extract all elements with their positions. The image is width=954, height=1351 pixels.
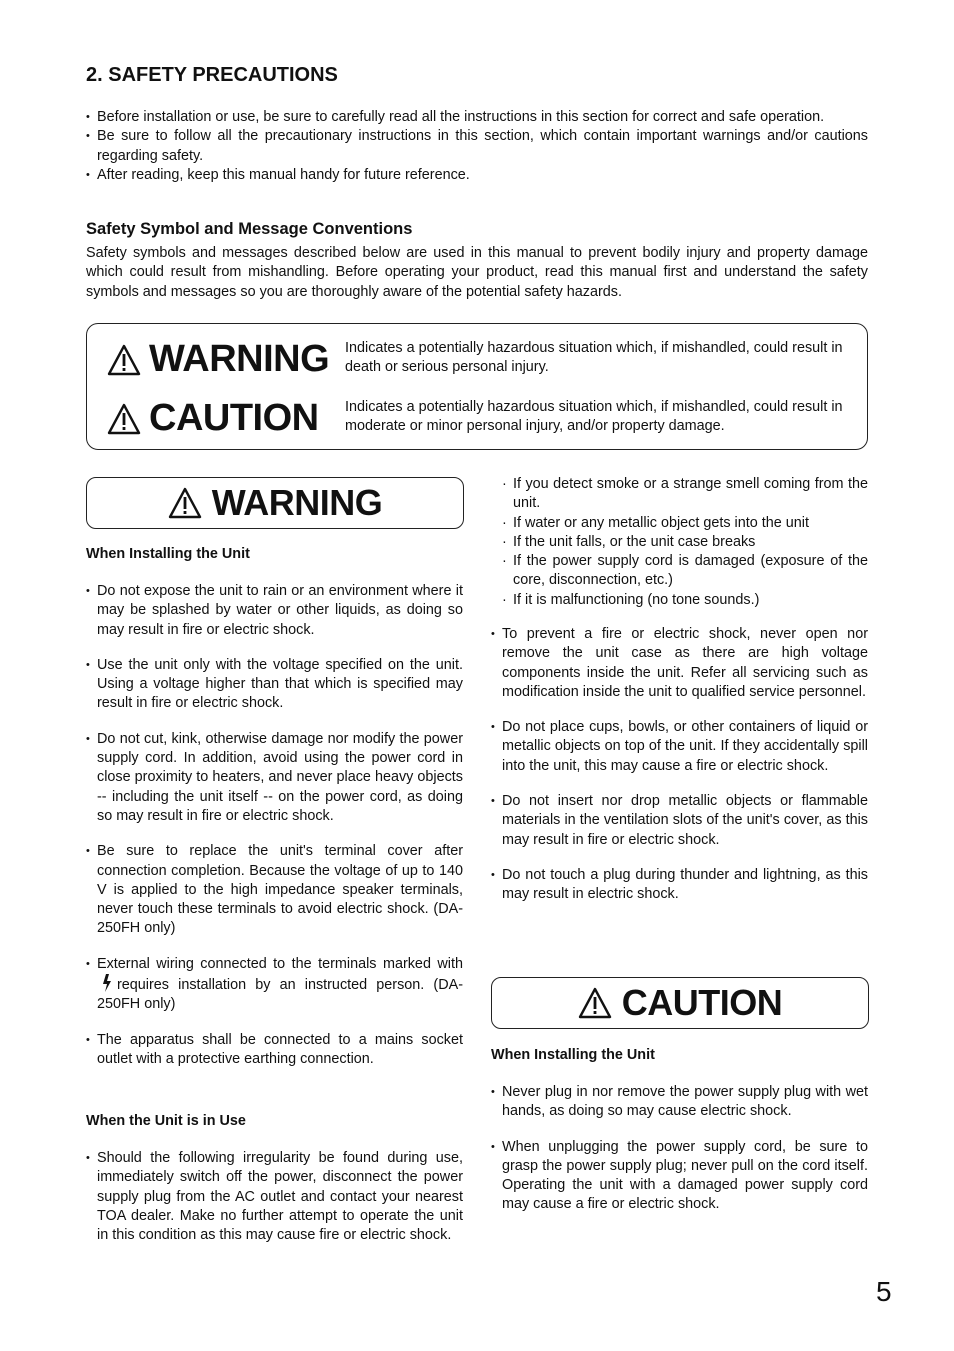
caution-installing-list [491,1083,868,1231]
legend-caution-label: CAUTION [149,397,319,439]
conventions-text: Safety symbols and messages described below are used in this manual to prevent bodily injury and property damage which could result from mishandling. Before operating your product, read this manual first and understand the safety symbols and messages so you are thoroughly aware of the potential safety hazards. [86,245,868,300]
list-item: · If the power supply cord is damaged (exposure of the core, disconnection, etc.) [502,552,868,591]
wiring-text-before: External wiring connected to the terminals marked with [97,955,463,972]
list-item: · If the unit falls, or the unit case breaks [502,533,868,552]
warning-triangle-icon [107,403,141,435]
caution-header-box [491,977,869,1029]
list-item: • Should the following irregularity be found during use, immediately switch off the power, disconnect the power supply plug from the AC outlet and contact your nearest TOA dealer. Make no further attempt to operate the unit in this condition as this may cause fire or electric shock. [86,1149,463,1245]
warning-more-list [491,625,868,921]
list-item: • Be sure to replace the unit's terminal cover after connection completion. Because the voltage of up to 140 V is applied to the high impedance speaker terminals, never touch these terminals to avoid electric shock. (DA-250FH only) [86,842,463,938]
intro-item: • Before installation or use, be sure to carefully read all the instructions in this section for correct and safe operation. [86,108,868,127]
list-item: • Do not insert nor drop metallic objects or flammable materials in the ventilation slots of the unit's cover, as this may result in fire or electric shock. [491,792,868,850]
list-item: · If you detect smoke or a strange smell coming from the unit. [502,475,868,514]
symbol-legend-box [86,323,868,450]
page-title: 2. SAFETY PRECAUTIONS [86,64,338,86]
warning-triangle-icon [578,987,612,1019]
caution-installing-heading: When Installing the Unit [491,1047,655,1063]
warning-installing-heading: When Installing the Unit [86,546,250,562]
intro-list [86,108,868,185]
irregularity-list [502,475,868,610]
list-item: • Do not expose the unit to rain or an environment where it may be splashed by water or other liquids, as doing so may result in fire or electric shock. [86,582,463,640]
warning-triangle-icon [168,487,202,519]
legend-warning-label: WARNING [149,338,330,380]
list-item: • Do not touch a plug during thunder and lightning, as this may result in electric shock. [491,866,868,905]
intro-item: • Be sure to follow all the precautionary instructions in this section, which contain important warnings and/or cautions regarding safety. [86,127,868,166]
conventions-heading: Safety Symbol and Message Conventions [86,220,413,238]
warning-in-use-heading: When the Unit is in Use [86,1113,246,1129]
list-item: • Never plug in nor remove the power supply plug with wet hands, as doing so may cause electric shock. [491,1083,868,1122]
list-item: · If water or any metallic object gets into the unit [502,514,868,533]
list-item: • Use the unit only with the voltage specified on the unit. Using a voltage higher than that which is specified may result in fire or electric shock. [86,656,463,714]
list-item: • The apparatus shall be connected to a mains socket outlet with a protective earthing connection. [86,1031,463,1070]
legend-warning-signal [107,338,329,381]
warning-triangle-icon [107,344,141,376]
warning-installing-list [86,582,463,1085]
warning-header-label: WARNING [211,482,383,523]
legend-warning-desc: Indicates a potentially hazardous situation which, if mishandled, could result in death or serious personal injury. [345,340,843,376]
list-item: • When unplugging the power supply cord, be sure to grasp the power supply plug; never pull on the cord itself. Operating the unit with a damaged power supply cord may cause a fire or electric shock. [491,1138,868,1215]
warning-in-use-list [86,1149,463,1261]
page-number: 5 [876,1276,892,1307]
list-item [86,955,463,1015]
caution-header-label: CAUTION [621,982,783,1023]
wiring-text-after: requires installation by an instructed person. (DA-250FH only) [97,977,463,1013]
legend-caution-signal [107,397,319,440]
lightning-bolt-icon [101,974,113,992]
list-item: • Do not cut, kink, otherwise damage nor modify the power supply cord. In addition, avoid using the power cord in close proximity to heaters, and never place heavy objects -- including the unit itself -- on the power cord, as doing so may result in fire or electric shock. [86,730,463,826]
warning-header-box [86,477,464,529]
legend-caution-desc: Indicates a potentially hazardous situation which, if mishandled, could result in moderate or minor personal injury, and/or property damage. [345,399,843,435]
list-item: · If it is malfunctioning (no tone sounds.) [502,591,868,610]
list-item: • To prevent a fire or electric shock, never open nor remove the unit case as there are high voltage components inside the unit. Refer all servicing such as modification inside the unit to qualified service personnel. [491,625,868,702]
intro-item: • After reading, keep this manual handy for future reference. [86,166,868,185]
list-item: • Do not place cups, bowls, or other containers of liquid or metallic objects on top of the unit. If they accidentally spill into the unit, this may cause a fire or electric shock. [491,718,868,776]
